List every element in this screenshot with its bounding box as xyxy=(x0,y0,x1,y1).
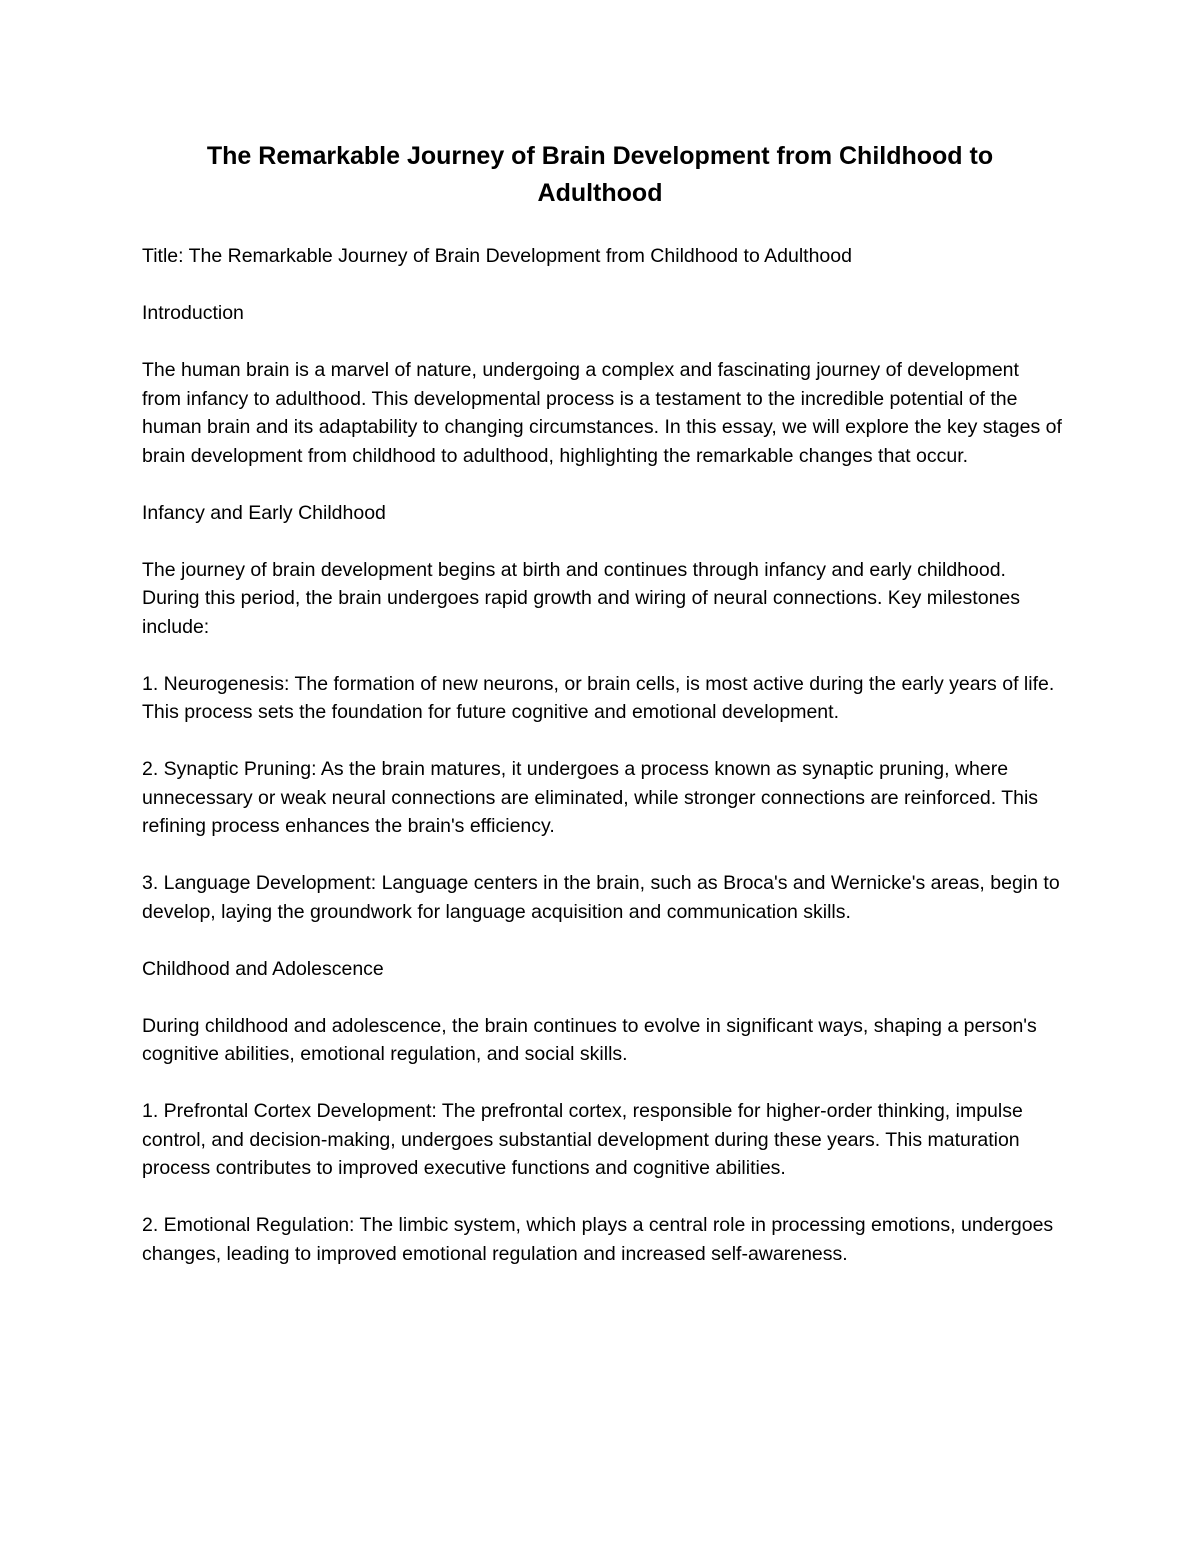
section-heading-introduction: Introduction xyxy=(142,302,244,324)
section-heading-childhood-adolescence: Childhood and Adolescence xyxy=(142,957,384,980)
introduction-paragraph: The human brain is a marvel of nature, undergoing a complex and fascinating journey of development from infancy to adulthood. This developmental process is a testament to the incredible potential of the human brain and its adaptability to changing circumstances. In this essay, we will explore the key stages of brain development from childhood to adulthood, highlighting the remarkable changes that occur. xyxy=(142,359,1062,467)
document-title: The Remarkable Journey of Brain Development from Childhood to Adulthood xyxy=(206,142,994,207)
title-line: Title: The Remarkable Journey of Brain Development from Childhood to Adulthood xyxy=(142,245,852,267)
childhood-adolescence-paragraph: During childhood and adolescence, the brain continues to evolve in significant ways, shaping a person's cognitive abilities, emotional regulation, and social skills. xyxy=(142,1014,1037,1065)
list-item-language-development: 3. Language Development: Language centers in the brain, such as Broca's and Wernicke's areas, begin to develop, laying the groundwork for language acquisition and communication skills. xyxy=(142,872,1060,923)
list-item-synaptic-pruning: 2. Synaptic Pruning: As the brain matures, it undergoes a process known as synaptic pruning, where unnecessary or weak neural connections are eliminated, while stronger connections are reinforced. This refining process enhances the brain's efficiency. xyxy=(142,758,1039,837)
list-item-neurogenesis: 1. Neurogenesis: The formation of new neurons, or brain cells, is most active during the early years of life. This process sets the foundation for future cognitive and emotional development. xyxy=(142,672,1055,723)
section-heading-infancy: Infancy and Early Childhood xyxy=(142,501,386,524)
document-body xyxy=(142,242,1062,1297)
list-item-emotional-regulation: 2. Emotional Regulation: The limbic system, which plays a central role in processing emotions, undergoes changes, leading to improved emotional regulation and increased self-awareness. xyxy=(142,1214,1054,1265)
list-item-prefrontal-cortex: 1. Prefrontal Cortex Development: The prefrontal cortex, responsible for higher-order thinking, impulse control, and decision-making, undergoes substantial development during these years. This maturation process contributes to improved executive functions and cognitive abilities. xyxy=(142,1100,1023,1179)
infancy-paragraph: The journey of brain development begins at birth and continues through infancy and early childhood. During this period, the brain undergoes rapid growth and wiring of neural connections. Key milestones include: xyxy=(142,558,1021,638)
